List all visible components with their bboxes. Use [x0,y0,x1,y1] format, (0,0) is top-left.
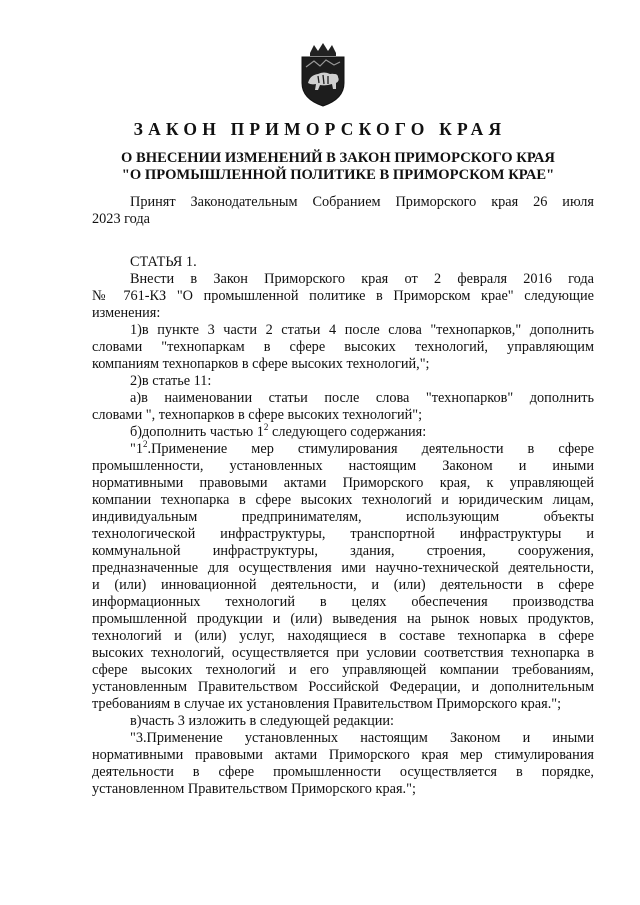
item-2v: в)часть 3 изложить в следующей редакции: [130,713,394,729]
text-line: и (или) инновационной деятельности, и (или) деятельности в сфере [92,577,594,593]
item-2a [92,390,594,424]
text-fragment: .Применение мер стимулирования деятельности в сфере [147,441,594,457]
text-line: информационных технологий в целях обеспечения производства [92,594,594,610]
subtitle-line: "О ПРОМЫШЛЕННОЙ ПОЛИТИКЕ В ПРИМОРСКОМ КРАЕ" [121,167,555,183]
text-line: предназначенные для осуществления ими научно-технической деятельности, [92,560,594,576]
text-line [92,441,594,458]
text-line: нормативными правовыми актами Приморского края мер стимулирования [92,747,594,763]
text-line: технологий и (или) услуг, находящиеся в составе технопарка в сфере [92,628,594,644]
adoption-note [92,194,594,228]
text-line: коммунальной инфраструктуры, здания, строения, сооружения, [92,543,594,559]
text-line: установленным Правительством Российской Федерации, и дополнительным [92,679,594,695]
item-1 [92,322,594,373]
text-line: сфере высоких технологий и его управляющей компании требованиям, [92,662,594,678]
text-line: нормативными правовыми актами Приморского края, к управляющей [92,475,594,491]
document-body [92,194,594,798]
text-line: компаниям технопарков в сфере высоких технологий,"; [92,356,430,372]
law-title: ЗАКОН ПРИМОРСКОГО КРАЯ [133,119,507,139]
text-fragment: "1 [130,441,143,457]
text-fragment: следующего содержания: [268,424,427,440]
subtitle-line: О ВНЕСЕНИИ ИЗМЕНЕНИЙ В ЗАКОН ПРИМОРСКОГО КРАЯ [121,150,555,166]
text-line: высоких технологий, осуществляется при условии соответствия технопарка в [92,645,594,661]
text-line: № 761-КЗ "О промышленной политике в Приморском крае" следующие [92,288,594,304]
text-line: словами "технопаркам в сфере высоких технологий, управляющим [92,339,594,355]
text-line: словами ", технопарков в сфере высоких технологий"; [92,407,423,423]
text-line: изменения: [92,305,161,321]
text-line: компании технопарка в сфере высоких технологий и юридическим лицам, [92,492,594,508]
text-line: технологической инфраструктуры, транспортной инфраструктуры и [92,526,594,542]
text-line: установленном Правительством Приморского края."; [92,781,416,797]
text-line: требованиям в случае их установления Правительством Приморского края."; [92,696,562,712]
article-heading: СТАТЬЯ 1. [130,254,197,270]
article-intro [92,271,594,322]
part-1-2-text [92,441,594,713]
superscript: 2 [263,422,269,432]
coat-of-arms-icon [294,43,352,107]
text-line: а)в наименовании статьи после слова "технопарков" дополнить [130,390,594,406]
item-2: 2)в статье 11: [130,373,212,389]
text-line: индивидуальным предпринимателям, использующим объекты [92,509,594,525]
text-line: промышленности, установленных настоящим Законом и иными [92,458,594,474]
item-2b [92,424,594,441]
text-line: "3.Применение установленных настоящим Законом и иными [130,730,594,746]
text-fragment: б)дополнить частью 1 [130,424,264,440]
text-line: промышленной продукции и (или) выведения на рынок новых продуктов, [92,611,594,627]
text-line: 1)в пункте 3 части 2 статьи 4 после слова "технопарков," дополнить [130,322,594,338]
adoption-line: 2023 года [92,211,151,227]
text-line: деятельности в сфере промышленности осуществляется в порядке, [92,764,594,780]
part-3-text [92,730,594,798]
text-line: Внести в Закон Приморского края от 2 февраля 2016 года [130,271,594,287]
adoption-line: Принят Законодательным Собранием Приморского края 26 июля [130,194,594,210]
law-subtitle [88,150,588,184]
superscript: 2 [143,439,148,449]
